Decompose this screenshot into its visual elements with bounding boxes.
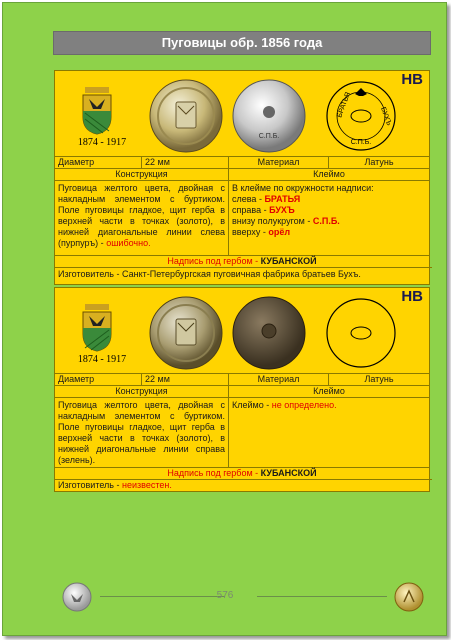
stamp-text [229,181,429,256]
button-front-photo [148,78,224,154]
coat-of-arms-icon [79,304,115,352]
stamp-diagram [323,295,399,371]
coin-left-icon [62,582,92,612]
material-label: Материал [229,157,329,169]
hb-badge: НВ [401,71,423,88]
stamp-right-text: БУХЪ [379,106,393,127]
button-card-2 [54,287,430,492]
construction-text: Пуговица желтого цвета, двойная с накладным элементом с буртиком. Поле пуговицы гладкое, щит герба в верхней части в точках (золото), в нижней диагональные линии справа (зелень). [55,398,229,468]
description-row [55,180,429,256]
button-front-photo [148,295,224,371]
construction-note: ошибочно. [106,238,151,248]
diameter-label: Диаметр [55,374,142,386]
stamp-value: не определено. [271,400,337,410]
years-label: 1874 - 1917 [77,354,127,365]
maker-row [55,267,432,281]
inscription-label: Надпись под гербом - [167,468,259,478]
construction-label: Конструкция [55,386,229,398]
material-value: Латунь [364,374,394,384]
stamp-line: внизу полукругом - С.П.Б. [232,216,340,226]
description-row [55,397,429,468]
page-title: Пуговицы обр. 1856 года [53,31,431,55]
material-label: Материал [229,374,329,386]
material-value: Латунь [364,157,394,167]
image-row [55,288,429,373]
svg-text:С.П.Б.: С.П.Б. [258,133,280,140]
inscription-label: Надпись под гербом - [167,256,259,266]
stamp-line: В клейме по окружности надписи: [232,183,374,193]
stamp-label: Клеймо [313,386,345,396]
maker-label: Изготовитель - [58,269,120,279]
diameter-value: 22 мм [142,374,229,386]
years-label: 1874 - 1917 [77,137,127,148]
hb-badge: НВ [401,288,423,305]
stamp-diagram [323,78,399,154]
inscription-value: КУБАНСКОЙ [260,468,317,478]
button-back-photo [231,78,307,154]
coin-right-icon [394,582,424,612]
maker-label: Изготовитель - [58,480,120,490]
construction-label: Конструкция [55,169,229,181]
inscription-value: КУБАНСКОЙ [260,256,317,266]
page-number: 576 [216,590,234,601]
stamp-line: вверху - орёл [232,227,291,237]
stamp-label: Клеймо [313,169,345,179]
diameter-value: 22 мм [142,157,229,169]
diameter-label: Диаметр [55,157,142,169]
button-back-photo [231,295,307,371]
maker-value: Санкт-Петербургская пуговичная фабрика братьев Бухъ. [122,269,361,279]
maker-value: неизвестен. [122,480,172,490]
footer-divider-right [257,596,387,597]
stamp-left-text: БРАТЬЯ [336,91,352,119]
construction-text: Пуговица желтого цвета, двойная с накладным элементом с буртиком. Поле пуговицы гладкое, щит герба в верхней части в точках (золото), в нижней диагональные линии слева (пурпуръ) - ошибочно. [55,181,229,256]
coat-of-arms-icon [79,87,115,135]
stamp-line: справа - БУХЪ [232,205,295,215]
maker-row [55,479,432,492]
stamp-text: Клеймо - не определено. [232,400,337,410]
stamp-bottom-text: С.П.Б. [350,139,372,146]
image-row [55,71,429,156]
stamp-line: слева - БРАТЬЯ [232,194,301,204]
button-card-1 [54,70,430,285]
